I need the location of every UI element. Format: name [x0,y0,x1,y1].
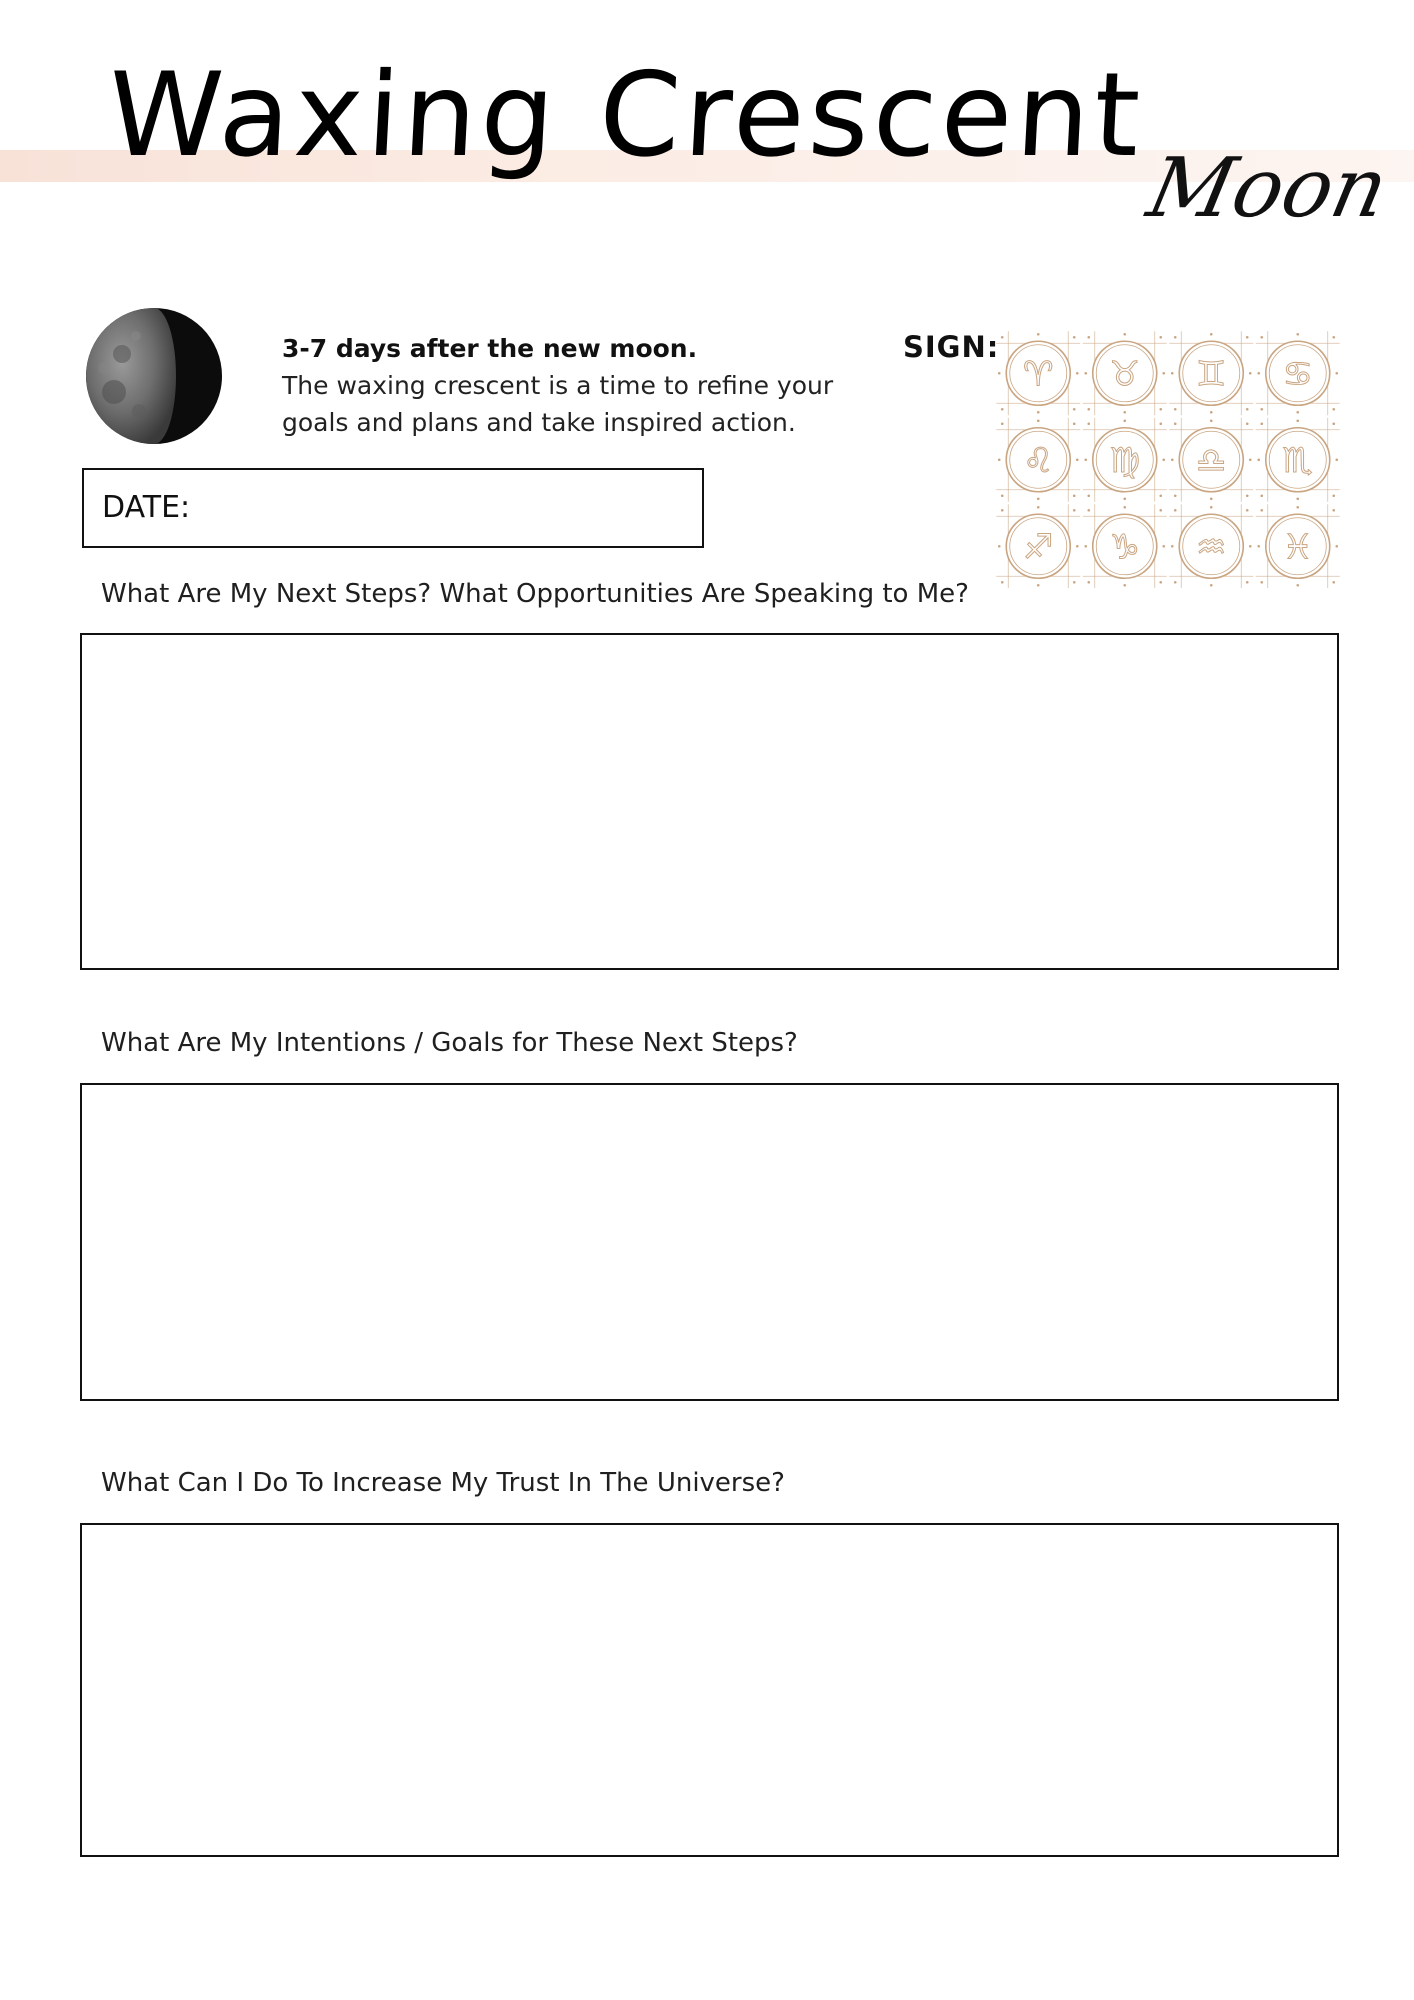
zodiac-tile[interactable] [1169,331,1253,415]
page-subtitle-script: Moon [1140,141,1396,236]
answer-box-trust-universe[interactable] [80,1523,1339,1857]
zodiac-tile[interactable] [1256,504,1340,588]
zodiac-tile[interactable] [1169,418,1253,502]
zodiac-glyph-icon: ♏ [1282,440,1313,481]
phase-description [282,330,882,441]
zodiac-glyph-icon: ♑ [1109,527,1140,568]
phase-timing: 3-7 days after the new moon. [282,334,698,363]
zodiac-tile[interactable] [1083,331,1167,415]
zodiac-glyph-icon: ♍ [1109,440,1140,481]
zodiac-tile[interactable] [996,418,1080,502]
page-title: Waxing Crescent [104,48,1147,183]
zodiac-glyph-icon: ♋ [1282,354,1313,395]
zodiac-sign-grid [995,330,1341,588]
date-label: DATE: [102,490,191,525]
zodiac-glyph-icon: ♊ [1196,354,1227,395]
zodiac-glyph-icon: ♒ [1196,527,1227,568]
zodiac-tile[interactable] [1083,504,1167,588]
sign-label: SIGN: [903,330,1000,364]
phase-description-text: The waxing crescent is a time to refine your goals and plans and take inspired action. [282,371,834,437]
zodiac-tile[interactable] [1083,418,1167,502]
prompt-trust-universe: What Can I Do To Increase My Trust In The Universe? [101,1468,785,1498]
zodiac-tile[interactable] [996,504,1080,588]
prompt-intentions: What Are My Intentions / Goals for These Next Steps? [101,1028,798,1058]
zodiac-tile[interactable] [1256,418,1340,502]
zodiac-glyph-icon: ♈ [1023,354,1054,395]
zodiac-tile[interactable] [996,331,1080,415]
prompt-next-steps: What Are My Next Steps? What Opportunities Are Speaking to Me? [101,579,969,609]
zodiac-glyph-icon: ♌ [1023,440,1054,481]
zodiac-glyph-icon: ♐ [1023,527,1054,568]
zodiac-tile[interactable] [1256,331,1340,415]
zodiac-glyph-icon: ♎ [1196,440,1227,481]
answer-box-next-steps[interactable] [80,633,1339,970]
zodiac-tile[interactable] [1169,504,1253,588]
zodiac-glyph-icon: ♉ [1109,354,1140,395]
answer-box-intentions[interactable] [80,1083,1339,1401]
date-field[interactable] [82,468,704,548]
waxing-crescent-moon-image [84,306,224,446]
zodiac-glyph-icon: ♓ [1282,527,1313,568]
